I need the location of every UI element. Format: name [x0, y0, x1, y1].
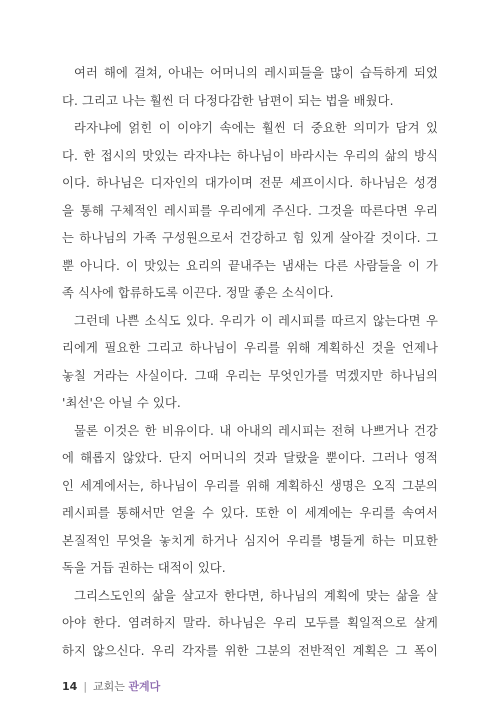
text-line: 뿐 아니다. 이 맛있는 요리의 끝내주는 냄새는 다른 사람들을 이 가 [62, 258, 438, 273]
text-line: 다. 그리고 나는 훨씬 더 다정다감한 남편이 되는 법을 배웠다. [62, 93, 394, 108]
page-number: 14 [62, 680, 78, 693]
text-line: 놓칠 거라는 사실이다. 그때 우리는 무엇인가를 먹겠지만 하나님의 [62, 368, 438, 383]
text-line: 에 해롭지 않았다. 단지 어머니의 것과 달랐을 뿐이다. 그러나 영적 [62, 451, 438, 465]
text-line: 다. 한 접시의 맛있는 라자냐는 하나님이 바라시는 우리의 삶의 방식 [62, 148, 438, 163]
text-line: 족 식사에 합류하도록 이끈다. 정말 좋은 소식이다. [62, 286, 334, 300]
text-line: 물론 이것은 한 비유이다. 내 아내의 레시피는 전혀 나쁘거나 건강 [74, 423, 438, 438]
text-line: 그런데 나쁜 소식도 있다. 우리가 이 레시피를 따르지 않는다면 우 [74, 313, 438, 328]
text-line: 본질적인 무엇을 놓치게 하거나 심지어 우리를 병들게 하는 미묘한 [62, 533, 438, 548]
footer-separator: | [83, 680, 88, 693]
body-text [62, 60, 438, 665]
text-line: 는 하나님의 가족 구성원으로서 건강하고 힘 있게 살아갈 것이다. 그 [62, 231, 438, 245]
text-line: 이다. 하나님은 디자인의 대가이며 전문 셰프이시다. 하나님은 성경 [62, 176, 438, 190]
text-line: 라자냐에 얽힌 이 이야기 속에는 훨씬 더 중요한 의미가 담겨 있 [74, 121, 438, 135]
text-line: 그리스도인의 삶을 살고자 한다면, 하나님의 계획에 맞는 삶을 살 [74, 588, 438, 603]
text-line: 여러 해에 걸쳐, 아내는 어머니의 레시피들을 많이 습득하게 되었 [74, 66, 438, 80]
text-line: 하지 않으신다. 우리 각자를 위한 그분의 전반적인 계획은 그 폭이 [62, 643, 438, 658]
running-head-title-accent: 관계다 [128, 680, 161, 693]
text-line: 독을 거듭 권하는 대적이 있다. [62, 561, 226, 575]
text-line: 을 통해 구체적인 레시피를 우리에게 주신다. 그것을 따른다면 우리 [62, 203, 438, 218]
page-footer [62, 680, 160, 694]
running-head-title: 교회는 [93, 680, 129, 693]
text-line: 레시피를 통해서만 얻을 수 있다. 또한 이 세계에는 우리를 속여서 [62, 506, 438, 520]
text-line: 리에게 필요한 그리고 하나님이 우리를 위해 계획하신 것을 언제나 [62, 341, 438, 355]
text-line: '최선'은 아닐 수 있다. [62, 396, 181, 410]
text-line: 아야 한다. 염려하지 말라. 하나님은 우리 모두를 획일적으로 살게 [62, 616, 438, 630]
text-line: 인 세계에서는, 하나님이 우리를 위해 계획하신 생명은 오직 그분의 [62, 478, 438, 493]
